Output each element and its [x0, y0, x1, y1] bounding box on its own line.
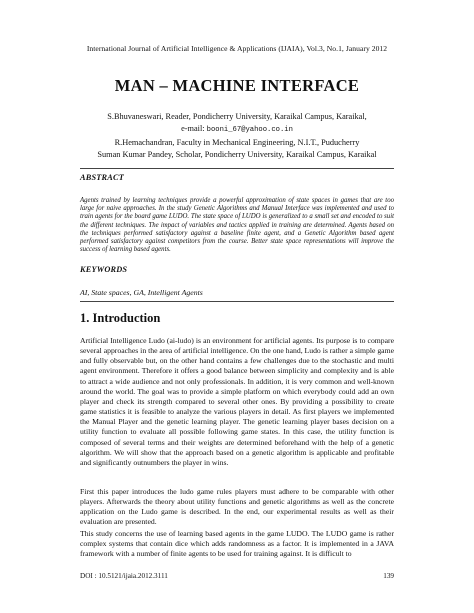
author-email-line — [0, 123, 474, 136]
author-line-1: S.Bhuvaneswari, Reader, Pondicherry University, Karaikal Campus, Karaikal, — [107, 112, 367, 121]
author-block — [0, 111, 474, 162]
keywords-text: AI, State spaces, GA, Intelligent Agents — [80, 288, 203, 297]
intro-paragraph-3: This study concerns the use of learning based agents in the game LUDO. The LUDO game is rather complex systems that contain dice which adds randomness as a factor. It is implemented in a JAVA framework with a number of finite agents to be used for training against. It is difficult to — [80, 529, 394, 559]
abstract-text: Agents trained by learning techniques provide a powerful approximation of state spaces in games that are too large for naive approaches. In the study Genetic Algorithms and Manual Interface was implemented and used to train agents for the board game LUDO. The state space of LUDO is generalized to a small set and encoded to suit the different techniques. The impact of variables and tactics applied in training are determined. Agents based on the techniques performed satisfactory against a baseline finite agent, and a Genetic Algorithm based agent performed satisfactory against competitors from the course. Better state space representations will improve the success of learning based agents. — [80, 197, 394, 254]
journal-header: International Journal of Artificial Intelligence & Applications (IJAIA), Vol.3, No.1, January 2012 — [86, 44, 388, 53]
author-line-4: Suman Kumar Pandey, Scholar, Pondicherry University, Karaikal Campus, Karaikal — [97, 150, 377, 160]
intro-paragraph-1: Artificial Intelligence Ludo (ai-ludo) is an environment for artificial agents. Its purpose is to compare several approaches in the area of artificial intelligence. On the one hand, Ludo is rather a simple game and fully observable but, on the other hand contains a few challenges due to the stochastic and multi agent environment. Therefore it offers a good balance between simplicity and complexity and is able to attract a wide audience and not only professionals. In addition, it is very common and well-known around the world. The goal was to provide a simple platform on which everybody could add an own player and check its strength compared to several other ones. By providing a possibility to create game statistics it is feasible to analyze the various players in detail. As first players we implemented the Manual Player and the genetic learning player. The genetic learning player bases decision on a utility function to evaluate all possible following game states. In this case, the utility function is composed of several terms and their weights are determined beforehand with the help of a genetic algorithm. We will show that the approach based on a genetic algorithm is applicable and profitable and significantly outnumbers the player in wins. — [80, 336, 394, 467]
author-email: booni_67@yahoo.co.in — [206, 126, 293, 135]
intro-paragraph-2: First this paper introduces the ludo game rules players must adhere to be comparable with other players. Afterwards the theory about utility functions and genetic algorithms as well as the concrete application on the Ludo game is described. In the end, our experimental results as well as their evaluation are presented. — [80, 487, 394, 527]
keywords-heading: KEYWORDS — [80, 265, 128, 274]
paper-title: MAN – MACHINE INTERFACE — [114, 76, 360, 95]
abstract-heading: ABSTRACT — [80, 173, 125, 182]
keywords-bottom-rule — [80, 301, 394, 302]
abstract-top-rule — [80, 168, 394, 169]
email-label: e-mail: — [181, 124, 205, 134]
footer-doi: DOI : 10.5121/ijaia.2012.3111 — [80, 572, 168, 580]
footer-page-number: 139 — [383, 572, 394, 580]
introduction-heading: 1. Introduction — [80, 311, 161, 325]
author-line-3: R.Hemachandran, Faculty in Mechanical Engineering, N.I.T., Puducherry — [114, 137, 360, 147]
